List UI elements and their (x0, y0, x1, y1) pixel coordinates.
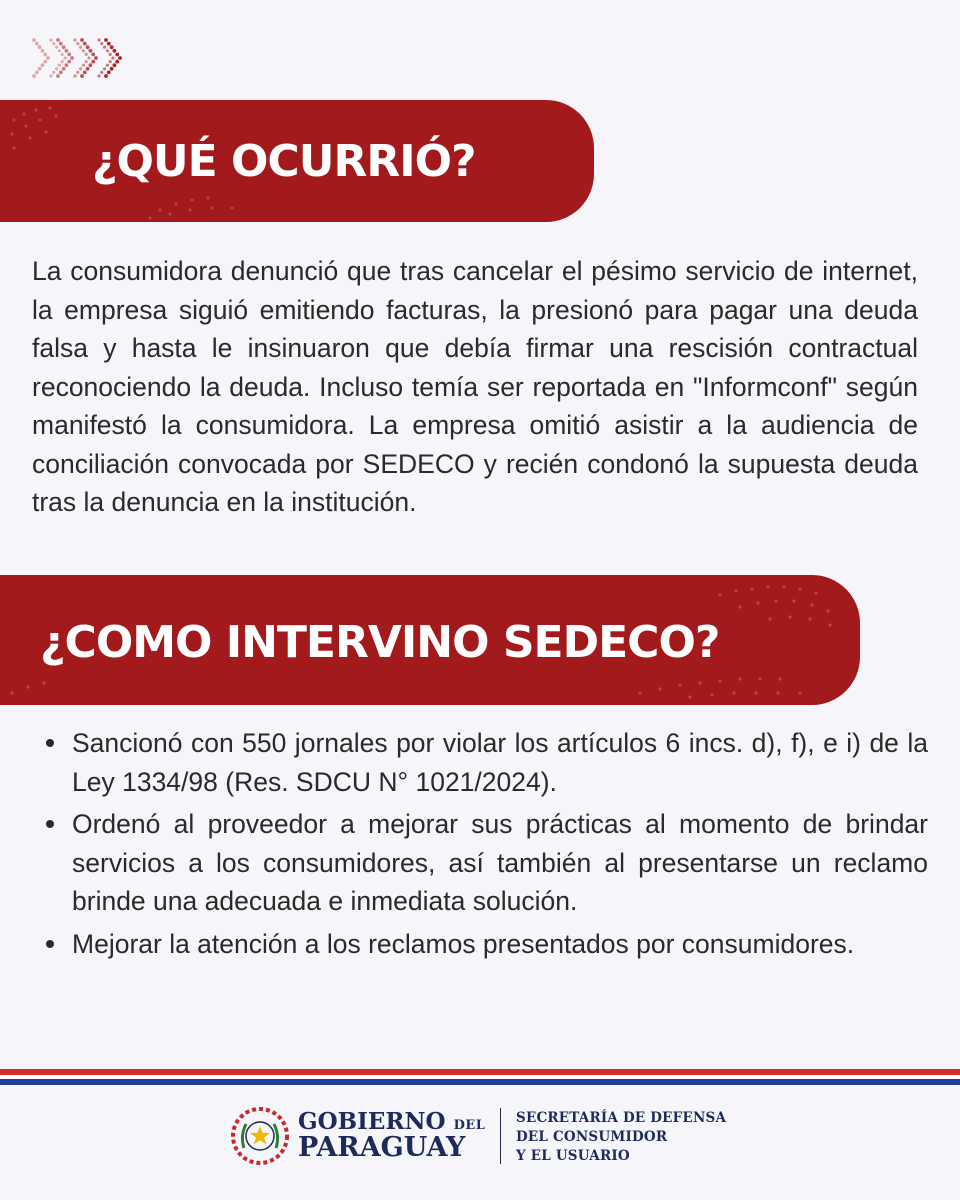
gobierno-label: GOBIERNO DEL (298, 1108, 486, 1135)
section-banner-que-ocurrio (0, 100, 594, 222)
bullet-icon (46, 940, 54, 948)
secretaria-line-1: SECRETARÍA DE DEFENSA (516, 1110, 727, 1126)
case-description: La consumidora denunció que tras cancelar el pésimo servicio de internet, la empresa siguió emitiendo facturas, la presionó para pagar una deuda falsa y hasta le insinuaron que debía firmar una rescisión contractual reconociendo la deuda. Incluso temía ser reportada en "Informconf" según manifestó la consumidora. La empresa omitió asistir a la audiencia de conciliación convocada por SEDECO y recién condonó la supuesta deuda tras la denuncia en la institución. (32, 256, 918, 517)
footer-divider (500, 1108, 501, 1164)
flag-stripe-blue (0, 1079, 960, 1085)
secretaria-line-3: Y EL USUARIO (516, 1148, 630, 1164)
list-item (30, 925, 928, 964)
list-item-text: Mejorar la atención a los reclamos presentados por consumidores. (72, 928, 855, 959)
footer-branding (0, 1100, 960, 1180)
bullet-icon (46, 820, 54, 828)
paraguay-seal-icon (230, 1106, 290, 1166)
heading-que-ocurrio: ¿QUÉ OCURRIÓ? (92, 136, 476, 187)
chevron-arrows-icon (26, 36, 136, 80)
section-banner-como-intervino (0, 575, 860, 705)
secretaria-line-2: DEL CONSUMIDOR (516, 1129, 668, 1145)
list-item (30, 724, 928, 801)
list-item-text: Ordenó al proveedor a mejorar sus prácticas al momento de brindar servicios a los consumidores, así también al presentarse un reclamo brinde una adecuada e inmediata solución. (72, 809, 928, 916)
heading-como-intervino: ¿COMO INTERVINO SEDECO? (40, 617, 720, 668)
bullet-icon (46, 739, 54, 747)
paraguay-label: PARAGUAY (298, 1132, 466, 1163)
intervention-list (30, 724, 928, 967)
list-item-text: Sancionó con 550 jornales por violar los artículos 6 incs. d), f), e i) de la Ley 1334/98 (Res. SDCU N° 1021/2024). (72, 728, 928, 797)
list-item (30, 805, 928, 921)
